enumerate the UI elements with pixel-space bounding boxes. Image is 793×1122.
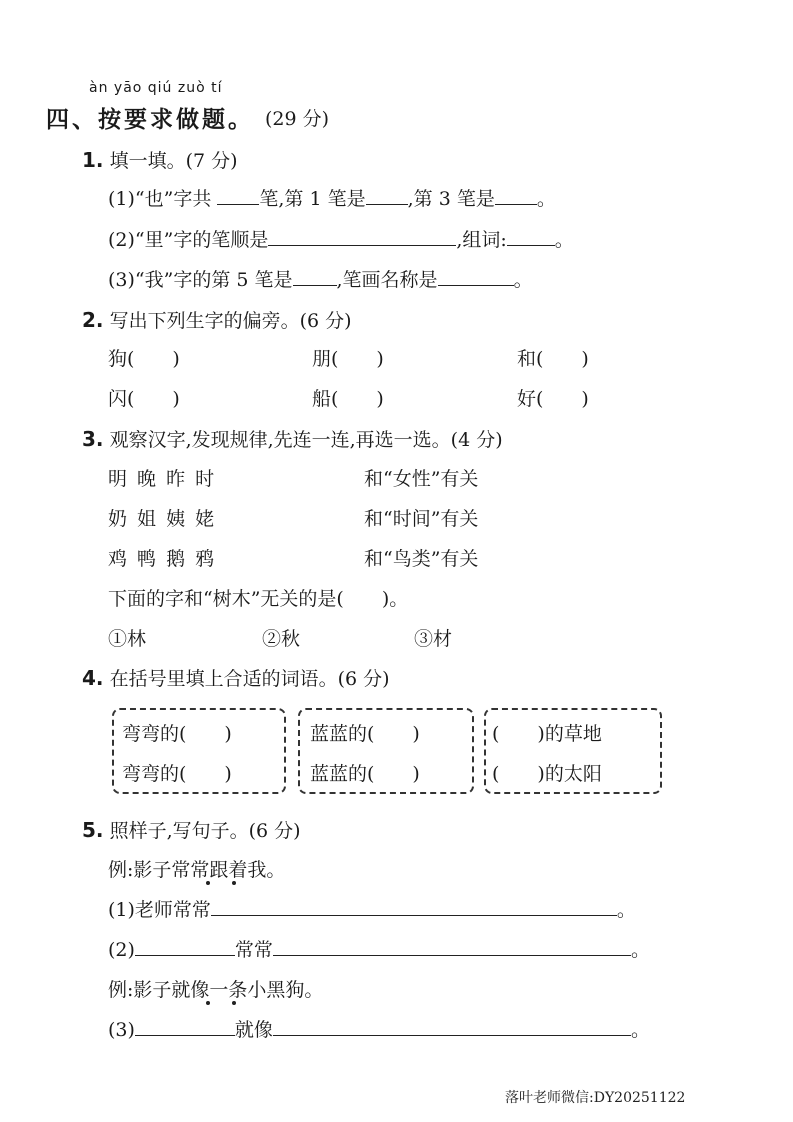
q3-left-group-2[interactable]: 奶 姐 姨 姥	[108, 508, 217, 530]
q4-box3-item-2[interactable]: ( )的太阳	[492, 763, 602, 785]
q3-option-3[interactable]: ③材	[414, 628, 453, 650]
q1-line-2	[108, 225, 574, 252]
q5-example-1: 例:影子常常跟着我。	[108, 859, 286, 881]
q2-item-4[interactable]: 闪( )	[108, 388, 180, 410]
q3-right-item-3[interactable]: 和“鸟类”有关	[364, 548, 479, 570]
q1-l1-text-a: (1)“也”字共	[108, 188, 212, 210]
q1-blank-word[interactable]	[507, 225, 555, 246]
q1-l2-text-a: (2)“里”字的笔顺是	[108, 229, 269, 251]
q1-l3-text-a: (3)“我”字的第 5 笔是	[108, 269, 293, 291]
emphasis-dot	[206, 881, 210, 885]
section-pinyin: àn yāo qiú zuò tí	[89, 80, 223, 96]
q2-item-6[interactable]: 好( )	[517, 388, 589, 410]
q1-blank-first-stroke[interactable]	[366, 184, 408, 205]
q1-blank-third-stroke[interactable]	[495, 184, 537, 205]
q1-l1-text-c: ,第 3 笔是	[407, 188, 495, 210]
q3-choose-question[interactable]: 下面的字和“树木”无关的是( )。	[108, 588, 409, 610]
q2-item-3[interactable]: 和( )	[517, 348, 589, 370]
footer-watermark: 落叶老师微信:DY20251122	[505, 1090, 686, 1106]
q4-box-1	[112, 708, 286, 794]
q1-blank-stroke-count[interactable]	[217, 184, 259, 205]
q5-s3-blank-rest[interactable]	[273, 1015, 631, 1036]
q4-box1-item-1[interactable]: 弯弯的( )	[122, 723, 232, 745]
q5-s1-period: 。	[616, 899, 636, 921]
q1-line-3	[108, 265, 533, 292]
q1-blank-fifth-stroke[interactable]	[293, 265, 337, 286]
q1-title-text: 填一填。(7 分)	[109, 150, 238, 172]
q5-sentence-3	[108, 1015, 650, 1042]
q5-s2-period: 。	[630, 939, 650, 961]
q1-title	[82, 146, 238, 173]
q1-l3-text-b: ,笔画名称是	[336, 269, 438, 291]
q2-item-1[interactable]: 狗( )	[108, 348, 180, 370]
q3-left-group-3[interactable]: 鸡 鸭 鹅 鸦	[108, 548, 217, 570]
q1-l1-text-d: 。	[536, 188, 556, 210]
q3-title	[82, 425, 503, 452]
q5-s3-middle: 就像	[234, 1019, 273, 1041]
q4-box-3	[484, 708, 662, 794]
q5-s1-prefix: (1)老师常常	[108, 899, 211, 921]
q1-l2-text-b: ,组词:	[456, 229, 507, 251]
q5-s1-blank[interactable]	[211, 895, 617, 916]
q3-left-group-1[interactable]: 明 晚 昨 时	[108, 468, 217, 490]
q3-right-item-1[interactable]: 和“女性”有关	[364, 468, 479, 490]
q5-s2-blank-rest[interactable]	[273, 935, 631, 956]
q4-box-2	[298, 708, 474, 794]
q3-option-2[interactable]: ②秋	[262, 628, 301, 650]
q4-box1-item-2[interactable]: 弯弯的( )	[122, 763, 232, 785]
q2-number: 2.	[82, 308, 104, 332]
q5-s2-prefix: (2)	[108, 939, 135, 961]
q4-box2-item-1[interactable]: 蓝蓝的( )	[310, 723, 420, 745]
section-score: (29 分)	[265, 108, 330, 130]
section-title: 四、按要求做题。	[46, 107, 254, 133]
q3-number: 3.	[82, 427, 104, 451]
q1-l2-text-c: 。	[554, 229, 574, 251]
q5-s2-middle: 常常	[234, 939, 273, 961]
q5-s2-blank-subject[interactable]	[135, 935, 235, 956]
q2-title-text: 写出下列生字的偏旁。(6 分)	[109, 310, 352, 332]
q1-blank-stroke-order[interactable]	[268, 225, 456, 246]
q3-right-item-2[interactable]: 和“时间”有关	[364, 508, 479, 530]
emphasis-dot	[232, 881, 236, 885]
q1-l1-text-b: 笔,第 1 笔是	[259, 188, 366, 210]
emphasis-dot	[232, 1001, 236, 1005]
q5-s3-period: 。	[630, 1019, 650, 1041]
q5-sentence-1	[108, 895, 636, 922]
q1-l3-text-c: 。	[513, 269, 533, 291]
q3-option-1[interactable]: ①林	[108, 628, 147, 650]
q3-title-text: 观察汉字,发现规律,先连一连,再选一选。(4 分)	[109, 429, 503, 451]
q5-title-text: 照样子,写句子。(6 分)	[109, 820, 301, 842]
q5-s3-prefix: (3)	[108, 1019, 135, 1041]
q2-item-5[interactable]: 船( )	[312, 388, 384, 410]
q5-sentence-2	[108, 935, 650, 962]
q5-s3-blank-subject[interactable]	[135, 1015, 235, 1036]
q5-number: 5.	[82, 818, 104, 842]
q5-title	[82, 816, 301, 843]
q5-example-2: 例:影子就像一条小黑狗。	[108, 979, 324, 1001]
q4-box3-item-1[interactable]: ( )的草地	[492, 723, 602, 745]
q1-line-1	[108, 184, 556, 211]
q4-number: 4.	[82, 666, 104, 690]
q4-box2-item-2[interactable]: 蓝蓝的( )	[310, 763, 420, 785]
q1-number: 1.	[82, 148, 104, 172]
q2-title	[82, 306, 352, 333]
emphasis-dot	[206, 1001, 210, 1005]
q2-item-2[interactable]: 朋( )	[312, 348, 384, 370]
q4-title-text: 在括号里填上合适的词语。(6 分)	[109, 668, 390, 690]
q1-blank-stroke-name[interactable]	[438, 265, 514, 286]
q4-title	[82, 664, 390, 691]
